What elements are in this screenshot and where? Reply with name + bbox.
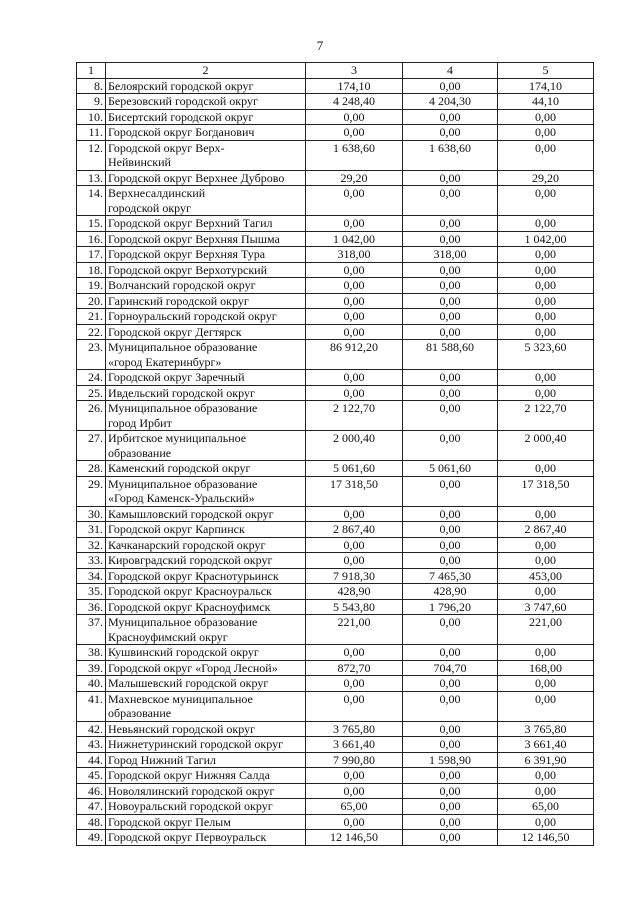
- municipality-name: Городской округ Верхняя Тура: [106, 247, 306, 263]
- value-col4: 0,00: [403, 324, 498, 340]
- municipality-name: Городской округ Карпинск: [106, 522, 306, 538]
- municipality-name: Новолялинский городской округ: [106, 783, 306, 799]
- table-row: [77, 537, 594, 553]
- table-row: [77, 109, 594, 125]
- value-col5: 29,20: [498, 170, 594, 186]
- value-col4: 0,00: [403, 814, 498, 830]
- municipality-name: Городской округ Верх- Нейвинский: [106, 140, 306, 170]
- value-total: 0,00: [306, 109, 403, 125]
- value-col4: 0,00: [403, 506, 498, 522]
- table-row: [77, 645, 594, 661]
- municipality-name: Невьянский городской округ: [106, 721, 306, 737]
- value-col5: 5 323,60: [498, 340, 594, 370]
- value-total: 0,00: [306, 293, 403, 309]
- value-total: 174,10: [306, 78, 403, 94]
- value-total: 0,00: [306, 370, 403, 386]
- municipality-name: Городской округ Красноуральск: [106, 584, 306, 600]
- municipality-name: Городской округ Верхняя Пышма: [106, 231, 306, 247]
- row-number: 45.: [77, 768, 106, 784]
- value-total: 3 765,80: [306, 721, 403, 737]
- value-total: 17 318,50: [306, 476, 403, 506]
- table-row: [77, 309, 594, 325]
- value-col5: 0,00: [498, 125, 594, 141]
- value-col4: 0,00: [403, 615, 498, 645]
- value-col4: 318,00: [403, 247, 498, 263]
- value-col4: 4 204,30: [403, 94, 498, 110]
- value-total: 0,00: [306, 309, 403, 325]
- table-row: [77, 262, 594, 278]
- value-col4: 1 796,20: [403, 599, 498, 615]
- table-row: [77, 752, 594, 768]
- row-number: 42.: [77, 721, 106, 737]
- table-row: [77, 231, 594, 247]
- row-number: 23.: [77, 340, 106, 370]
- value-col5: 453,00: [498, 568, 594, 584]
- table-row: [77, 830, 594, 846]
- value-col4: 0,00: [403, 278, 498, 294]
- value-col5: 0,00: [498, 293, 594, 309]
- value-col4: 0,00: [403, 645, 498, 661]
- row-number: 21.: [77, 309, 106, 325]
- value-total: 65,00: [306, 799, 403, 815]
- municipality-name: Город Нижний Тагил: [106, 752, 306, 768]
- row-number: 13.: [77, 170, 106, 186]
- table-row: [77, 799, 594, 815]
- row-number: 8.: [77, 78, 106, 94]
- row-number: 32.: [77, 537, 106, 553]
- row-number: 20.: [77, 293, 106, 309]
- municipality-name: Муниципальное образование город Ирбит: [106, 401, 306, 431]
- row-number: 36.: [77, 599, 106, 615]
- municipality-name: Малышевский городской округ: [106, 676, 306, 692]
- column-header: 1: [77, 63, 106, 79]
- value-total: 0,00: [306, 645, 403, 661]
- value-col5: 0,00: [498, 783, 594, 799]
- table-row: [77, 615, 594, 645]
- municipality-name: Городской округ Богданович: [106, 125, 306, 141]
- value-total: 318,00: [306, 247, 403, 263]
- table-row: [77, 370, 594, 386]
- value-total: 872,70: [306, 660, 403, 676]
- value-col4: 0,00: [403, 401, 498, 431]
- municipality-name: Городской округ Верхнее Дуброво: [106, 170, 306, 186]
- value-col5: 0,00: [498, 768, 594, 784]
- table-row: [77, 340, 594, 370]
- municipality-name: Волчанский городской округ: [106, 278, 306, 294]
- value-total: 0,00: [306, 506, 403, 522]
- value-col4: 0,00: [403, 799, 498, 815]
- row-number: 27.: [77, 431, 106, 461]
- value-total: 0,00: [306, 125, 403, 141]
- value-total: 0,00: [306, 814, 403, 830]
- table-row: [77, 660, 594, 676]
- row-number: 9.: [77, 94, 106, 110]
- value-col4: 1 598,90: [403, 752, 498, 768]
- value-col4: 7 465,30: [403, 568, 498, 584]
- value-col5: 0,00: [498, 814, 594, 830]
- value-col4: 0,00: [403, 370, 498, 386]
- table-row: [77, 691, 594, 721]
- table-row: [77, 814, 594, 830]
- row-number: 16.: [77, 231, 106, 247]
- value-col4: 0,00: [403, 385, 498, 401]
- table-row: [77, 278, 594, 294]
- value-col5: 0,00: [498, 645, 594, 661]
- row-number: 44.: [77, 752, 106, 768]
- value-total: 0,00: [306, 324, 403, 340]
- table-row: [77, 476, 594, 506]
- value-total: 86 912,20: [306, 340, 403, 370]
- row-number: 38.: [77, 645, 106, 661]
- value-col5: 2 000,40: [498, 431, 594, 461]
- table-row: [77, 385, 594, 401]
- value-col5: 0,00: [498, 676, 594, 692]
- value-col4: 0,00: [403, 721, 498, 737]
- table-row: [77, 676, 594, 692]
- table-row: [77, 768, 594, 784]
- table-row: [77, 461, 594, 477]
- table-row: [77, 247, 594, 263]
- municipality-name: Городской округ Краснотурьинск: [106, 568, 306, 584]
- value-total: 1 638,60: [306, 140, 403, 170]
- row-number: 30.: [77, 506, 106, 522]
- value-col5: 0,00: [498, 247, 594, 263]
- value-col5: 0,00: [498, 537, 594, 553]
- value-total: 0,00: [306, 676, 403, 692]
- table-row: [77, 506, 594, 522]
- value-col4: 428,90: [403, 584, 498, 600]
- municipality-name: Горноуральский городской округ: [106, 309, 306, 325]
- row-number: 26.: [77, 401, 106, 431]
- row-number: 12.: [77, 140, 106, 170]
- row-number: 14.: [77, 186, 106, 216]
- value-total: 0,00: [306, 262, 403, 278]
- value-col5: 6 391,90: [498, 752, 594, 768]
- table-row: [77, 721, 594, 737]
- value-col5: 3 661,40: [498, 737, 594, 753]
- municipality-name: Гаринский городской округ: [106, 293, 306, 309]
- value-col4: 0,00: [403, 783, 498, 799]
- value-col5: 2 122,70: [498, 401, 594, 431]
- municipality-name: Муниципальное образование «Город Каменск-Уральский»: [106, 476, 306, 506]
- municipality-name: Камышловский городской округ: [106, 506, 306, 522]
- municipality-name: Городской округ Нижняя Салда: [106, 768, 306, 784]
- value-col5: 0,00: [498, 140, 594, 170]
- municipality-name: Нижнетуринский городской округ: [106, 737, 306, 753]
- table-row: [77, 783, 594, 799]
- value-total: 7 918,30: [306, 568, 403, 584]
- row-number: 39.: [77, 660, 106, 676]
- value-col4: 0,00: [403, 293, 498, 309]
- value-col4: 0,00: [403, 186, 498, 216]
- value-col5: 174,10: [498, 78, 594, 94]
- row-number: 41.: [77, 691, 106, 721]
- municipality-name: Белоярский городской округ: [106, 78, 306, 94]
- municipality-name: Городской округ Верхний Тагил: [106, 216, 306, 232]
- municipality-name: Муниципальное образование Красноуфимский округ: [106, 615, 306, 645]
- value-col5: 12 146,50: [498, 830, 594, 846]
- value-total: 5 061,60: [306, 461, 403, 477]
- value-col4: 0,00: [403, 830, 498, 846]
- row-number: 43.: [77, 737, 106, 753]
- row-number: 35.: [77, 584, 106, 600]
- table-body: [77, 78, 594, 845]
- value-col5: 3 747,60: [498, 599, 594, 615]
- row-number: 25.: [77, 385, 106, 401]
- value-col4: 0,00: [403, 125, 498, 141]
- municipality-name: Верхнесалдинский городской округ: [106, 186, 306, 216]
- value-col4: 0,00: [403, 109, 498, 125]
- row-number: 15.: [77, 216, 106, 232]
- table-row: [77, 522, 594, 538]
- value-col5: 65,00: [498, 799, 594, 815]
- municipality-name: Кировградский городской округ: [106, 553, 306, 569]
- value-col4: 0,00: [403, 476, 498, 506]
- row-number: 17.: [77, 247, 106, 263]
- row-number: 22.: [77, 324, 106, 340]
- value-col5: 0,00: [498, 385, 594, 401]
- municipality-name: Городской округ Первоуральск: [106, 830, 306, 846]
- value-col4: 0,00: [403, 522, 498, 538]
- column-header: 4: [403, 63, 498, 79]
- value-total: 29,20: [306, 170, 403, 186]
- value-col5: 0,00: [498, 691, 594, 721]
- value-col4: 0,00: [403, 262, 498, 278]
- value-col5: 1 042,00: [498, 231, 594, 247]
- row-number: 24.: [77, 370, 106, 386]
- value-col5: 0,00: [498, 461, 594, 477]
- row-number: 10.: [77, 109, 106, 125]
- row-number: 40.: [77, 676, 106, 692]
- value-total: 2 122,70: [306, 401, 403, 431]
- table-row: [77, 125, 594, 141]
- municipality-name: Махневское муниципальное образование: [106, 691, 306, 721]
- row-number: 28.: [77, 461, 106, 477]
- value-col5: 221,00: [498, 615, 594, 645]
- row-number: 37.: [77, 615, 106, 645]
- value-total: 221,00: [306, 615, 403, 645]
- value-total: 5 543,80: [306, 599, 403, 615]
- table-row: [77, 186, 594, 216]
- value-col4: 1 638,60: [403, 140, 498, 170]
- value-total: 1 042,00: [306, 231, 403, 247]
- value-col5: 44,10: [498, 94, 594, 110]
- value-total: 0,00: [306, 216, 403, 232]
- value-total: 2 000,40: [306, 431, 403, 461]
- value-col4: 0,00: [403, 691, 498, 721]
- value-col4: 0,00: [403, 737, 498, 753]
- row-number: 29.: [77, 476, 106, 506]
- table-row: [77, 401, 594, 431]
- table-row: [77, 140, 594, 170]
- row-number: 19.: [77, 278, 106, 294]
- value-total: 0,00: [306, 783, 403, 799]
- value-total: 428,90: [306, 584, 403, 600]
- value-col5: 168,00: [498, 660, 594, 676]
- value-col5: 0,00: [498, 262, 594, 278]
- value-col4: 0,00: [403, 537, 498, 553]
- table-row: [77, 78, 594, 94]
- value-col5: 0,00: [498, 370, 594, 386]
- value-col4: 0,00: [403, 676, 498, 692]
- table-row: [77, 737, 594, 753]
- value-col5: 0,00: [498, 553, 594, 569]
- row-number: 34.: [77, 568, 106, 584]
- value-total: 0,00: [306, 768, 403, 784]
- row-number: 48.: [77, 814, 106, 830]
- value-col4: 0,00: [403, 768, 498, 784]
- table-row: [77, 584, 594, 600]
- municipality-name: Ирбитское муниципальное образование: [106, 431, 306, 461]
- municipality-name: Городской округ Дегтярск: [106, 324, 306, 340]
- municipality-name: Качканарский городской округ: [106, 537, 306, 553]
- column-header: 5: [498, 63, 594, 79]
- municipality-name: Городской округ «Город Лесной»: [106, 660, 306, 676]
- municipality-name: Кушвинский городской округ: [106, 645, 306, 661]
- value-col5: 0,00: [498, 109, 594, 125]
- table-row: [77, 216, 594, 232]
- value-total: 0,00: [306, 691, 403, 721]
- value-col4: 5 061,60: [403, 461, 498, 477]
- value-col4: 0,00: [403, 216, 498, 232]
- row-number: 11.: [77, 125, 106, 141]
- value-col4: 0,00: [403, 231, 498, 247]
- table-row: [77, 170, 594, 186]
- row-number: 33.: [77, 553, 106, 569]
- municipality-name: Городской округ Пелым: [106, 814, 306, 830]
- value-col4: 0,00: [403, 553, 498, 569]
- municipality-name: Каменский городской округ: [106, 461, 306, 477]
- value-total: 0,00: [306, 553, 403, 569]
- table-header-row: [77, 63, 594, 79]
- municipality-name: Городской округ Красноуфимск: [106, 599, 306, 615]
- row-number: 46.: [77, 783, 106, 799]
- row-number: 18.: [77, 262, 106, 278]
- value-col5: 0,00: [498, 324, 594, 340]
- municipality-name: Бисертский городской округ: [106, 109, 306, 125]
- column-header: 3: [306, 63, 403, 79]
- table-row: [77, 553, 594, 569]
- municipality-name: Ивдельский городской округ: [106, 385, 306, 401]
- column-header: 2: [106, 63, 306, 79]
- value-total: 0,00: [306, 278, 403, 294]
- municipality-name: Березовский городской округ: [106, 94, 306, 110]
- municipality-name: Муниципальное образование «город Екатеринбург»: [106, 340, 306, 370]
- value-col4: 704,70: [403, 660, 498, 676]
- table-row: [77, 94, 594, 110]
- value-col5: 0,00: [498, 584, 594, 600]
- value-total: 3 661,40: [306, 737, 403, 753]
- table-row: [77, 599, 594, 615]
- value-total: 0,00: [306, 385, 403, 401]
- value-total: 12 146,50: [306, 830, 403, 846]
- table-row: [77, 568, 594, 584]
- value-col4: 81 588,60: [403, 340, 498, 370]
- page-number: 7: [316, 38, 324, 53]
- municipality-name: Новоуральский городской округ: [106, 799, 306, 815]
- value-col5: 0,00: [498, 216, 594, 232]
- table-row: [77, 431, 594, 461]
- value-total: 7 990,80: [306, 752, 403, 768]
- value-col4: 0,00: [403, 431, 498, 461]
- row-number: 47.: [77, 799, 106, 815]
- value-col5: 0,00: [498, 506, 594, 522]
- value-total: 0,00: [306, 537, 403, 553]
- value-col5: 2 867,40: [498, 522, 594, 538]
- row-number: 49.: [77, 830, 106, 846]
- municipality-name: Городской округ Верхотурский: [106, 262, 306, 278]
- value-col5: 17 318,50: [498, 476, 594, 506]
- value-col4: 0,00: [403, 170, 498, 186]
- value-total: 2 867,40: [306, 522, 403, 538]
- table-row: [77, 324, 594, 340]
- value-total: 4 248,40: [306, 94, 403, 110]
- value-total: 0,00: [306, 186, 403, 216]
- table-row: [77, 293, 594, 309]
- value-col5: 0,00: [498, 186, 594, 216]
- value-col4: 0,00: [403, 309, 498, 325]
- value-col5: 0,00: [498, 309, 594, 325]
- municipality-name: Городской округ Заречный: [106, 370, 306, 386]
- value-col5: 0,00: [498, 278, 594, 294]
- value-col4: 0,00: [403, 78, 498, 94]
- budget-table: [76, 62, 594, 846]
- value-col5: 3 765,80: [498, 721, 594, 737]
- row-number: 31.: [77, 522, 106, 538]
